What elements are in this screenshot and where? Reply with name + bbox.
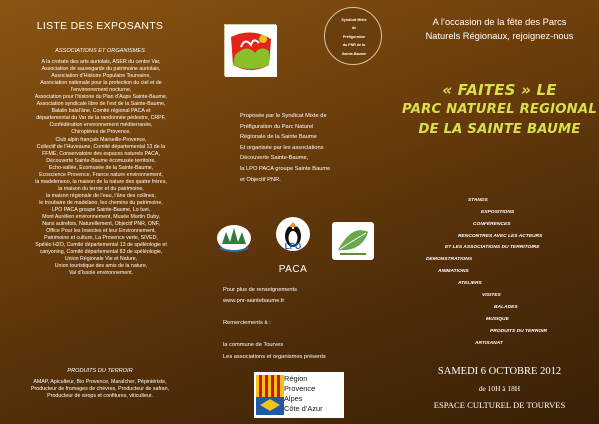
info-text	[223, 285, 383, 363]
activity-item: RENCONTRES AVEC LES ACTEURS	[458, 234, 543, 239]
exhibitor-line: Association d’Histoire Populaire Tourvaine,	[51, 73, 151, 80]
partner-logos	[200, 216, 400, 282]
associations-heading: ASSOCIATIONS ET ORGANISMES	[55, 48, 145, 54]
exhibitors-list	[8, 59, 194, 277]
exhibitor-line: Association de sauvegarde du patrimoine auriolais,	[41, 66, 161, 73]
event-date: SAMEDI 6 OCTOBRE 2012	[437, 366, 562, 377]
event-title	[400, 80, 599, 140]
proposal-line: Régionale de la Sainte Baume	[240, 134, 317, 141]
activity-item: BALADES	[494, 305, 518, 310]
proposal-line: et Objectif PNR.	[240, 176, 281, 183]
exhibitors-title: LISTE DES EXPOSANTS	[36, 20, 164, 32]
middle-panel	[200, 0, 400, 424]
region-paca-logo	[254, 372, 344, 418]
exhibitor-line: l’environnement nocturne,	[70, 87, 132, 94]
leaf-logo-icon	[332, 222, 374, 260]
exhibitor-line: la maison du terroir et du patrimoine,	[58, 185, 144, 192]
exhibitor-line: A la croisée des arts auriolais, ASER du centre Var,	[41, 59, 161, 65]
info-line: la commune de Tourves	[223, 342, 284, 349]
left-panel	[0, 0, 200, 424]
region-logo-text: Région Provence Alpes Côte d’Azur	[284, 374, 323, 413]
activity-item: VISITES	[482, 293, 501, 298]
exhibitor-line: Val d’Issole environnement.	[68, 270, 134, 277]
exhibitor-line: Union Régionale Vie et Nature,	[64, 256, 138, 263]
exhibitor-line: Ecoscience Provence, France nature environnement,	[39, 171, 163, 178]
activity-item: ANIMATIONS	[438, 269, 469, 274]
exhibitor-line: Association syndicale libre de l’est de la Sainte-Baume,	[36, 101, 166, 108]
exhibitor-line: départemental du Var de la randonnée pédestre, CRPF,	[36, 115, 166, 122]
info-line: Remerciements à :	[223, 320, 271, 327]
info-line	[223, 329, 383, 340]
event-title-line: DE LA SAINTE BAUME	[418, 122, 581, 137]
exhibitor-line: Echo-vallée, Ecomusée de la Sainte-Baume,	[48, 164, 154, 171]
exhibitor-line: Nans autrefois, Naturellement, Objectif PNR, ONF,	[42, 221, 160, 228]
activity-item: ET LES ASSOCIATIONS DU TERRITOIRE	[445, 245, 540, 250]
exhibitor-line: Découverte Sainte-Baume écomusée territoire,	[46, 157, 156, 164]
event-hours: de 10H à 18H	[478, 384, 521, 393]
exhibitor-line: canyoning, Comité départemental 83 de spéléologie,	[39, 249, 163, 256]
intro-text	[400, 16, 599, 43]
terroir-line: Producteur de sirops et confitures, viticulteur.	[47, 393, 153, 400]
objectif-pnr-logo	[332, 222, 374, 260]
syndicat-logo-text: Syndicat Mixte de Préfiguration du PNR de la Sainte-Baume	[341, 18, 367, 56]
exhibitor-line: LPO PACA groupe Sainte-Baume, Lo tuei,	[51, 206, 151, 213]
exhibitor-line: Union touristique des amis de la nature,	[54, 263, 148, 270]
right-panel	[400, 0, 599, 424]
intro-line: A l’occasion de la fête des Parcs	[432, 17, 567, 27]
exhibitor-line: Office Pour les Insectes et leur Environnement,	[46, 228, 156, 235]
terroir-heading: PRODUITS DU TERROIR	[67, 368, 133, 374]
exhibitor-line: Club alpin français Marseille-Provence,	[55, 136, 147, 143]
exhibitor-line: Confédération environnement méditerranée,	[49, 122, 153, 129]
info-line	[223, 307, 383, 318]
activity-item: STANDS	[468, 198, 488, 203]
exhibitor-line: Association pour l’histoire du Plan d’Aups Sainte-Baume,	[34, 94, 168, 101]
proposal-line: la LPO PACA groupe Sainte Baume	[240, 165, 331, 172]
event-title-line: PARC NATUREL REGIONAL	[402, 102, 597, 117]
exhibitor-line: Chiroptères de Provence,	[71, 129, 131, 136]
exhibitor-line: Association nationale pour la protection du ciel et de	[40, 80, 162, 87]
website-link[interactable]: www.pnr-saintebaume.fr	[223, 298, 285, 305]
terroir-line: Producteur de fromages de chèvres, Producteur de safran,	[30, 386, 170, 393]
pnr-logo	[224, 24, 276, 76]
activity-item: ATELIERS	[458, 281, 482, 286]
exhibitor-line: Patrimoine et culture, La Provence verte, SIVED,	[44, 235, 158, 242]
event-title-line: « FAITES » LE	[442, 81, 557, 99]
info-line: Les associations et organismes présents	[223, 353, 326, 360]
intro-line: Naturels Régionaux, rejoignez-nous	[425, 30, 574, 41]
exhibitor-line: FFME, Conservatoire des espaces naturels PACA,	[42, 150, 160, 157]
syndicat-logo	[324, 7, 382, 65]
exhibitor-line: Balalin balal’âne, Comité régional PACA et	[51, 108, 151, 115]
activity-item: PRODUITS DU TERROIR	[490, 329, 548, 334]
proposal-line: Préfiguration du Parc Naturel	[240, 123, 314, 130]
tree-logo-icon	[214, 222, 254, 258]
exhibitor-line: le troubaire de madelano, les chemins du patrimoine,	[39, 199, 163, 206]
region-shield-icon	[256, 375, 284, 415]
event-place: ESPACE CULTUREL DE TOURVES	[433, 400, 566, 410]
terroir-list	[10, 379, 190, 401]
proposal-line: Proposée par le Syndicat Mixte de	[240, 113, 327, 119]
exhibitor-line: Spéléo H2O, Comité départemental 13 de spéléologie et	[35, 242, 167, 249]
pnr-logo-icon	[225, 25, 277, 77]
lpo-paca-logo	[272, 216, 314, 282]
lpo-bird-icon	[272, 216, 314, 264]
proposal-line: Et organisée par les associations	[240, 144, 324, 151]
exhibitor-line: la maison régionale de l’eau, l’âne des collines,	[46, 192, 156, 199]
activity-item: DEMONSTRATIONS	[426, 257, 473, 262]
proposal-line: Découverte Sainte-Baume,	[240, 155, 309, 162]
proposal-text	[240, 111, 390, 185]
activity-item: ARTISANAT	[475, 341, 503, 346]
activity-item: CONFÉRENCES	[473, 222, 511, 227]
exhibitor-line: la madeleneoo, la maison de la nature des quatre frères,	[35, 178, 167, 185]
lpo-label: LPO	[284, 242, 302, 251]
terroir-line: AMAP, Apiculteur, Bio Provence, Maraîcher, Pépiniériste,	[33, 379, 167, 385]
activity-item: EXPOSITIONS	[481, 210, 515, 215]
exhibitor-line: Collectif de l’Huveaune, Comité départemental 13 de la	[36, 143, 166, 150]
activity-item: MUSIQUE	[486, 317, 509, 322]
exhibitor-line: Mont Aurélien environnement, Musée Martin Duby,	[42, 214, 160, 221]
paca-label: PACA	[278, 264, 308, 275]
info-line: Pour plus de renseignements	[223, 287, 297, 293]
decouverte-logo	[214, 222, 254, 258]
